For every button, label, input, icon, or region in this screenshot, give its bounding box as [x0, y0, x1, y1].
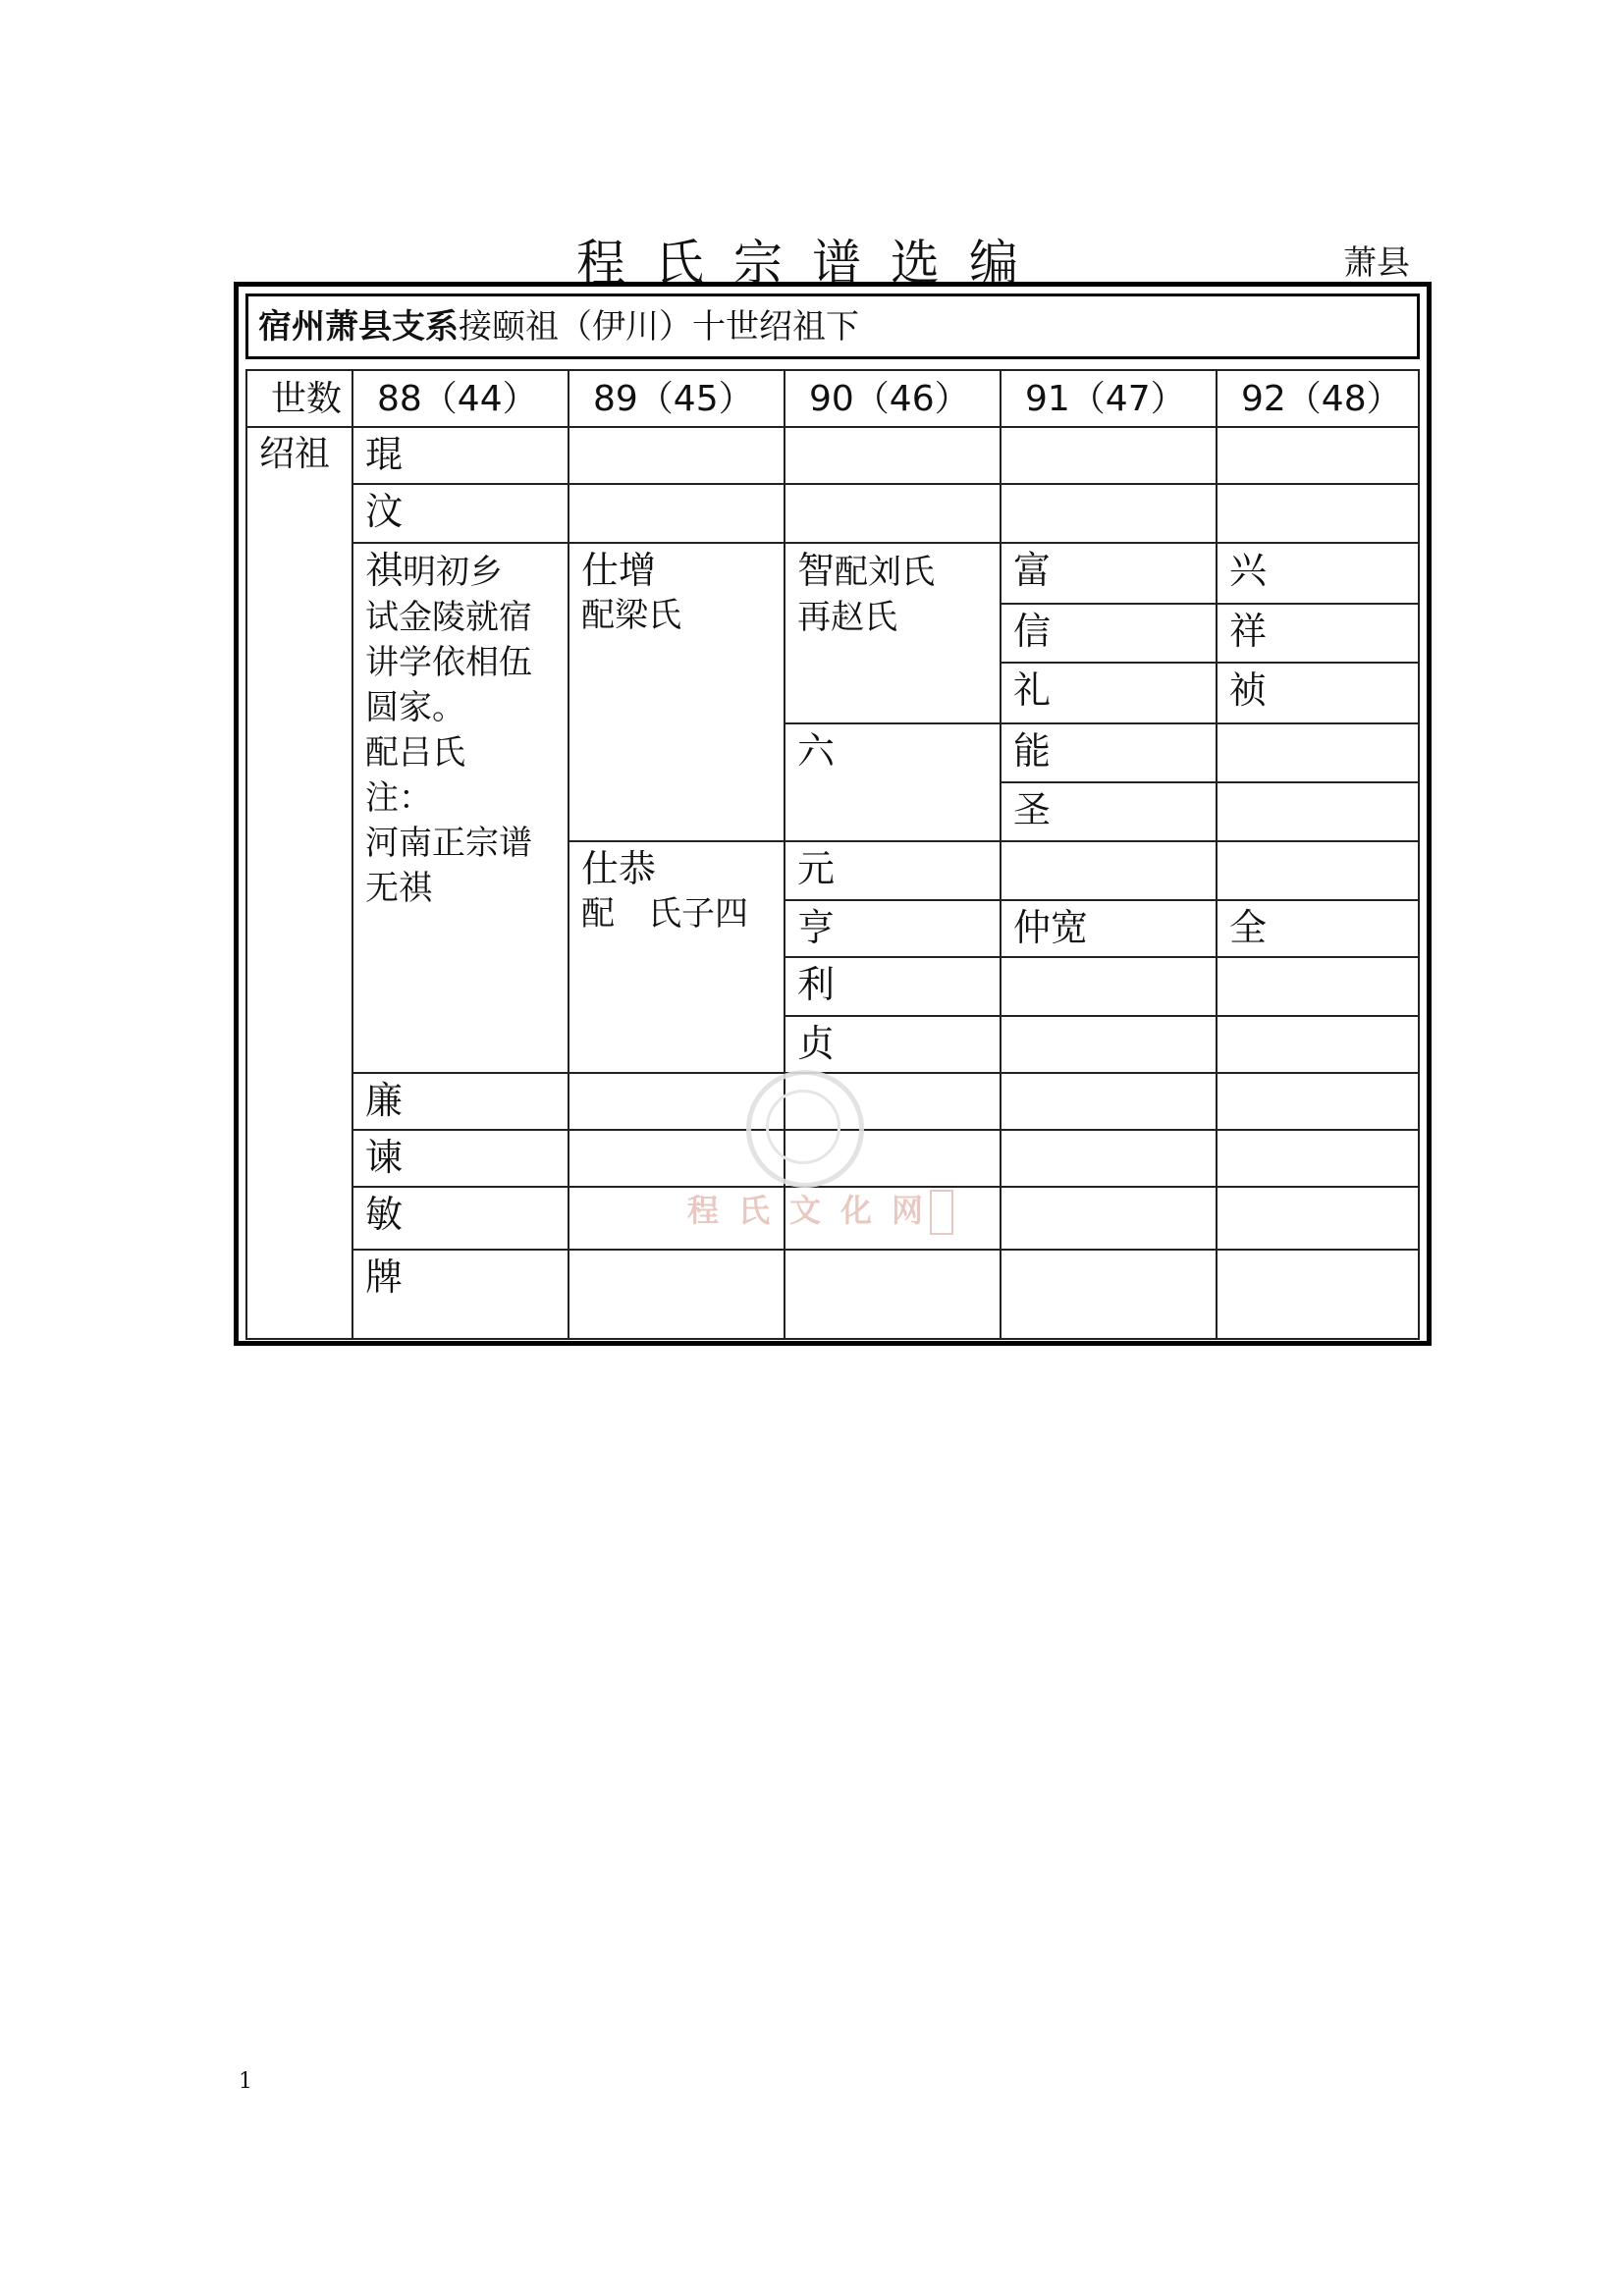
- person-neng: [1000, 722, 1218, 783]
- person-sheng: [1000, 781, 1218, 842]
- empty-cell: [1216, 840, 1420, 901]
- empty-cell: [784, 483, 1001, 544]
- person-shigong: 仕恭 配 氏子四: [568, 840, 785, 1074]
- person-name: 祥: [1229, 610, 1268, 653]
- person-name: 琨: [365, 433, 404, 476]
- empty-cell: [1216, 956, 1420, 1017]
- person-name: 仲宽: [1013, 906, 1089, 949]
- ancestor-cell: 绍祖: [245, 426, 353, 1340]
- person-zhen-90: [784, 1015, 1001, 1074]
- person-quan: [1216, 899, 1420, 958]
- watermark-text: 程氏文化网: [687, 1192, 944, 1229]
- empty-cell: [784, 1249, 1001, 1340]
- person-name: 亨: [797, 906, 836, 949]
- person-shizeng: 仕增 配梁氏: [568, 542, 785, 842]
- person-name: 智: [797, 549, 836, 592]
- generation-89: 89（45）: [568, 369, 785, 428]
- generation-90: 90（46）: [784, 369, 1001, 428]
- empty-cell: [1216, 483, 1420, 544]
- generation-91: 91（47）: [1000, 369, 1218, 428]
- person-name: 礼: [1013, 668, 1052, 712]
- empty-cell: [1000, 956, 1218, 1017]
- person-name: 牌: [365, 1255, 404, 1299]
- empty-cell: [1000, 840, 1218, 901]
- person-name: 汶: [365, 490, 404, 533]
- person-yuan: [784, 840, 1001, 901]
- empty-cell: [1000, 483, 1218, 544]
- watermark-seal-inner: [766, 1090, 840, 1164]
- person-zhi: 智配刘氏 再赵氏: [784, 542, 1001, 724]
- person-xin: [1000, 603, 1218, 664]
- person-name: 祺: [365, 549, 404, 592]
- person-name: 仕增: [581, 549, 657, 592]
- empty-cell: [568, 426, 785, 485]
- page-number: 1: [239, 2069, 252, 2094]
- empty-cell: [1216, 426, 1420, 485]
- person-zhen-92: [1216, 662, 1420, 724]
- person-name: 兴: [1229, 549, 1268, 592]
- empty-cell: [784, 426, 1001, 485]
- empty-cell: [1216, 1186, 1420, 1251]
- person-min: [352, 1186, 569, 1251]
- person-name: 圣: [1013, 788, 1052, 831]
- page-title: 程氏宗谱选编: [576, 235, 1048, 292]
- person-name: 利: [797, 963, 836, 1006]
- empty-cell: [1000, 426, 1218, 485]
- empty-cell: [1216, 1015, 1420, 1074]
- branch-header: [245, 294, 1420, 359]
- person-name: 能: [1013, 729, 1052, 773]
- generation-88: 88（44）: [352, 369, 569, 428]
- person-lian: [352, 1072, 569, 1131]
- empty-cell: [568, 483, 785, 544]
- person-su: [352, 1129, 569, 1188]
- person-name: 富: [1013, 549, 1052, 592]
- person-li-91: [1000, 662, 1218, 724]
- person-pai: [352, 1249, 569, 1340]
- branch-origin: 接颐祖（伊川）十世绍祖下: [459, 307, 859, 347]
- person-name: 廉: [365, 1079, 404, 1122]
- person-name: 贞: [797, 1022, 836, 1065]
- empty-cell: [1000, 1072, 1218, 1131]
- person-heng: [784, 899, 1001, 958]
- person-name: 信: [1013, 610, 1052, 653]
- generation-label: 世数: [245, 369, 353, 428]
- branch-name: 宿州萧县支系: [258, 307, 459, 347]
- empty-cell: [1216, 1249, 1420, 1340]
- person-xing: [1216, 542, 1420, 605]
- empty-cell: [1216, 781, 1420, 842]
- person-name: 六: [797, 729, 836, 773]
- person-xiang: [1216, 603, 1420, 664]
- person-zhongkuan: [1000, 899, 1218, 958]
- empty-cell: [1000, 1015, 1218, 1074]
- person-name: 全: [1229, 906, 1268, 949]
- empty-cell: [1000, 1249, 1218, 1340]
- person-name: 敏: [365, 1193, 404, 1236]
- empty-cell: [1000, 1129, 1218, 1188]
- person-liu: [784, 722, 1001, 842]
- empty-cell: [1216, 1129, 1420, 1188]
- empty-cell: [1000, 1186, 1218, 1251]
- empty-cell: [568, 1249, 785, 1340]
- person-name: 元: [797, 847, 836, 890]
- person-kun: [352, 426, 569, 485]
- empty-cell: [1216, 1072, 1420, 1131]
- person-name: 仕恭: [581, 847, 657, 890]
- person-qi: 祺明初乡 试金陵就宿 讲学依相伍 圆家。 配吕氏 注： 河南正宗谱 无祺: [352, 542, 569, 1074]
- person-wen: [352, 483, 569, 544]
- region-label: 萧县: [1343, 243, 1410, 283]
- person-name: 谏: [365, 1136, 404, 1179]
- person-li-90: [784, 956, 1001, 1017]
- person-name: 祯: [1229, 668, 1268, 712]
- generation-92: 92（48）: [1216, 369, 1420, 428]
- empty-cell: [1216, 722, 1420, 783]
- watermark-stamp-icon: [930, 1190, 953, 1235]
- person-fu: [1000, 542, 1218, 605]
